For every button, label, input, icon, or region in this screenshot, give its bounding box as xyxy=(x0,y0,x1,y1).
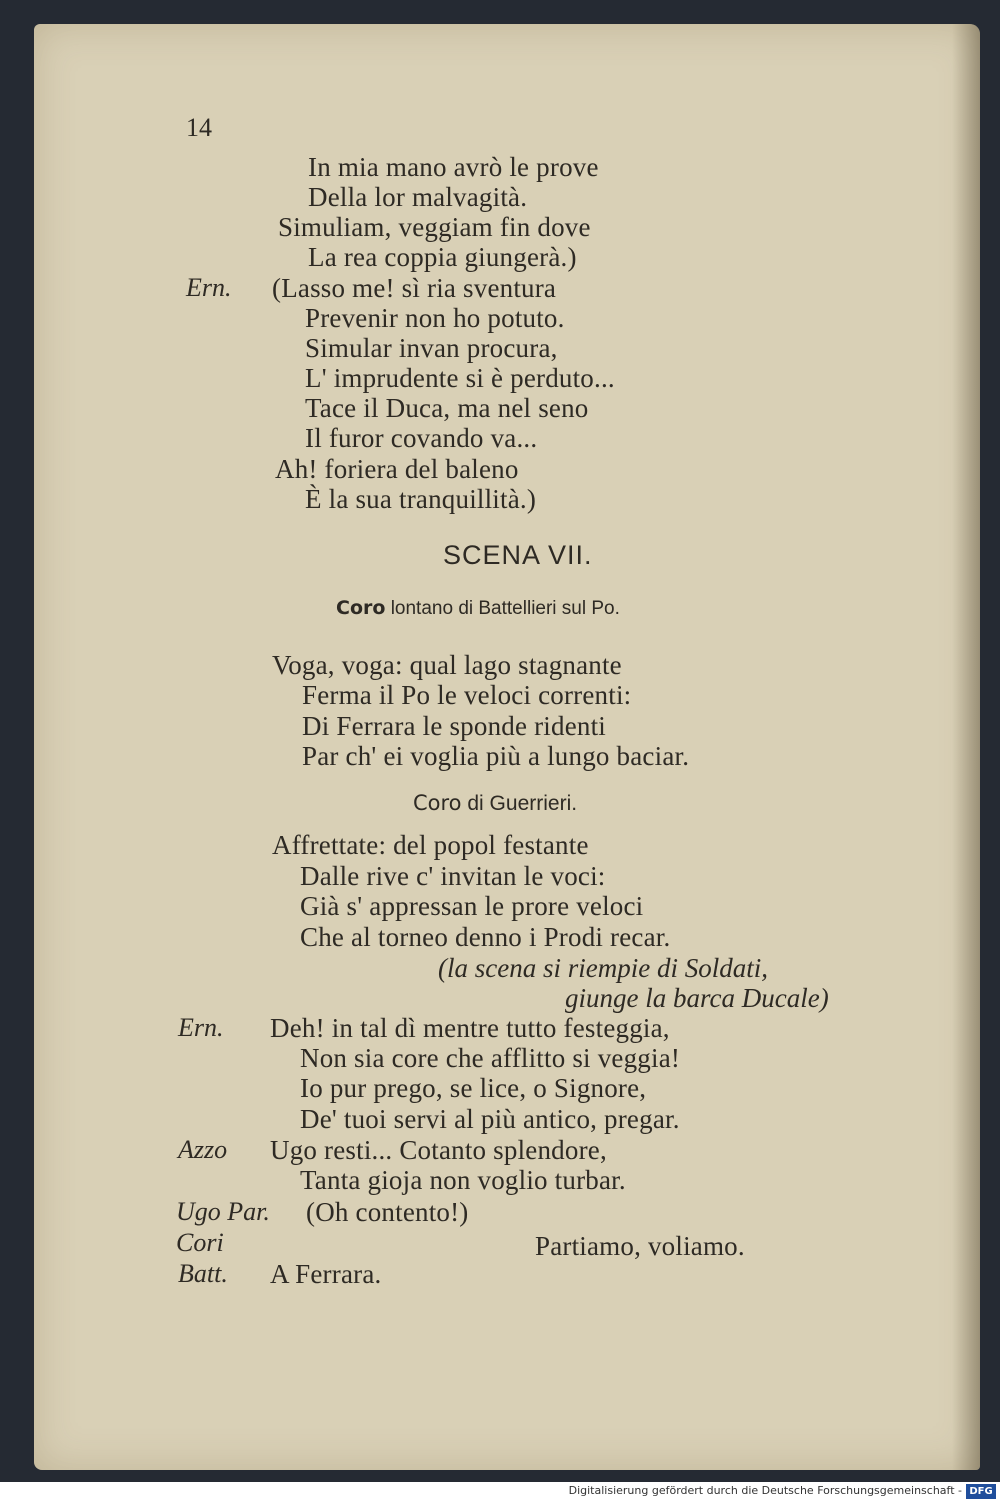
verse-line: Io pur prego, se lice, o Signore, xyxy=(300,1073,647,1103)
verse-line: Simular invan procura, xyxy=(305,333,558,363)
speaker-label: Ern. xyxy=(178,1013,224,1042)
page-edge-shadow xyxy=(952,24,980,1470)
verse-line: Non sia core che afflitto si veggia! xyxy=(300,1043,681,1073)
verse-line: La rea coppia giungerà.) xyxy=(308,242,577,272)
verse-line: Voga, voga: qual lago stagnante xyxy=(272,650,622,680)
chorus-heading-rest: di Guerrieri. xyxy=(461,792,578,815)
speaker-label: Batt. xyxy=(178,1259,228,1288)
stage-direction: giunge la barca Ducale) xyxy=(565,983,829,1013)
speaker-label: Ugo Par. xyxy=(176,1197,270,1226)
verse-line: Tace il Duca, ma nel seno xyxy=(305,393,589,423)
dfg-logo: DFG xyxy=(966,1484,996,1499)
verse-line: Di Ferrara le sponde ridenti xyxy=(302,711,606,741)
verse-line: Ah! foriera del baleno xyxy=(275,454,519,484)
scene-title: SCENA VII. xyxy=(443,540,593,570)
verse-line: Il furor covando va... xyxy=(305,423,538,453)
verse-line: Partiamo, voliamo. xyxy=(535,1231,745,1261)
verse-line: Tanta gioja non voglio turbar. xyxy=(300,1165,626,1195)
verse-line: Ugo resti... Cotanto splendore, xyxy=(270,1135,607,1165)
page-number: 14 xyxy=(186,113,212,142)
verse-line: Ferma il Po le veloci correnti: xyxy=(302,680,632,710)
verse-line: L' imprudente si è perduto... xyxy=(305,363,615,393)
verse-line: Simuliam, veggiam fin dove xyxy=(278,212,591,242)
verse-line: Deh! in tal dì mentre tutto festeggia, xyxy=(270,1013,670,1043)
verse-line: De' tuoi servi al più antico, pregar. xyxy=(300,1104,680,1134)
speaker-label: Ern. xyxy=(186,273,232,302)
verse-line: (Oh contento!) xyxy=(306,1197,469,1227)
chorus-heading xyxy=(336,597,620,620)
verse-line: (Lasso me! sì ria sventura xyxy=(272,273,557,303)
verse-line: In mia mano avrò le prove xyxy=(308,152,599,182)
verse-line: A Ferrara. xyxy=(270,1259,382,1289)
verse-line: Par ch' ei voglia più a lungo baciar. xyxy=(302,741,690,771)
verse-line: Già s' appressan le prore veloci xyxy=(300,891,644,921)
verse-line: Dalle rive c' invitan le voci: xyxy=(300,861,606,891)
verse-line: È la sua tranquillità.) xyxy=(305,484,537,514)
verse-line: Affrettate: del popol festante xyxy=(272,830,589,860)
speaker-label: Azzo xyxy=(178,1135,228,1164)
verse-line: Prevenir non ho potuto. xyxy=(305,303,565,333)
chorus-heading xyxy=(413,791,577,816)
footer-credit: Digitalisierung gefördert durch die Deutsche Forschungsgemeinschaft - xyxy=(568,1484,962,1497)
verse-line: Della lor malvagità. xyxy=(308,182,528,212)
stage-direction: (la scena si riempie di Soldati, xyxy=(438,953,768,983)
verse-line: Che al torneo denno i Prodi recar. xyxy=(300,922,671,952)
chorus-heading-bold: Coro xyxy=(336,597,386,619)
chorus-heading-rest: lontano di Battellieri sul Po. xyxy=(385,598,620,619)
speaker-label: Cori xyxy=(176,1228,224,1257)
chorus-heading-bold: Coro xyxy=(413,791,462,815)
